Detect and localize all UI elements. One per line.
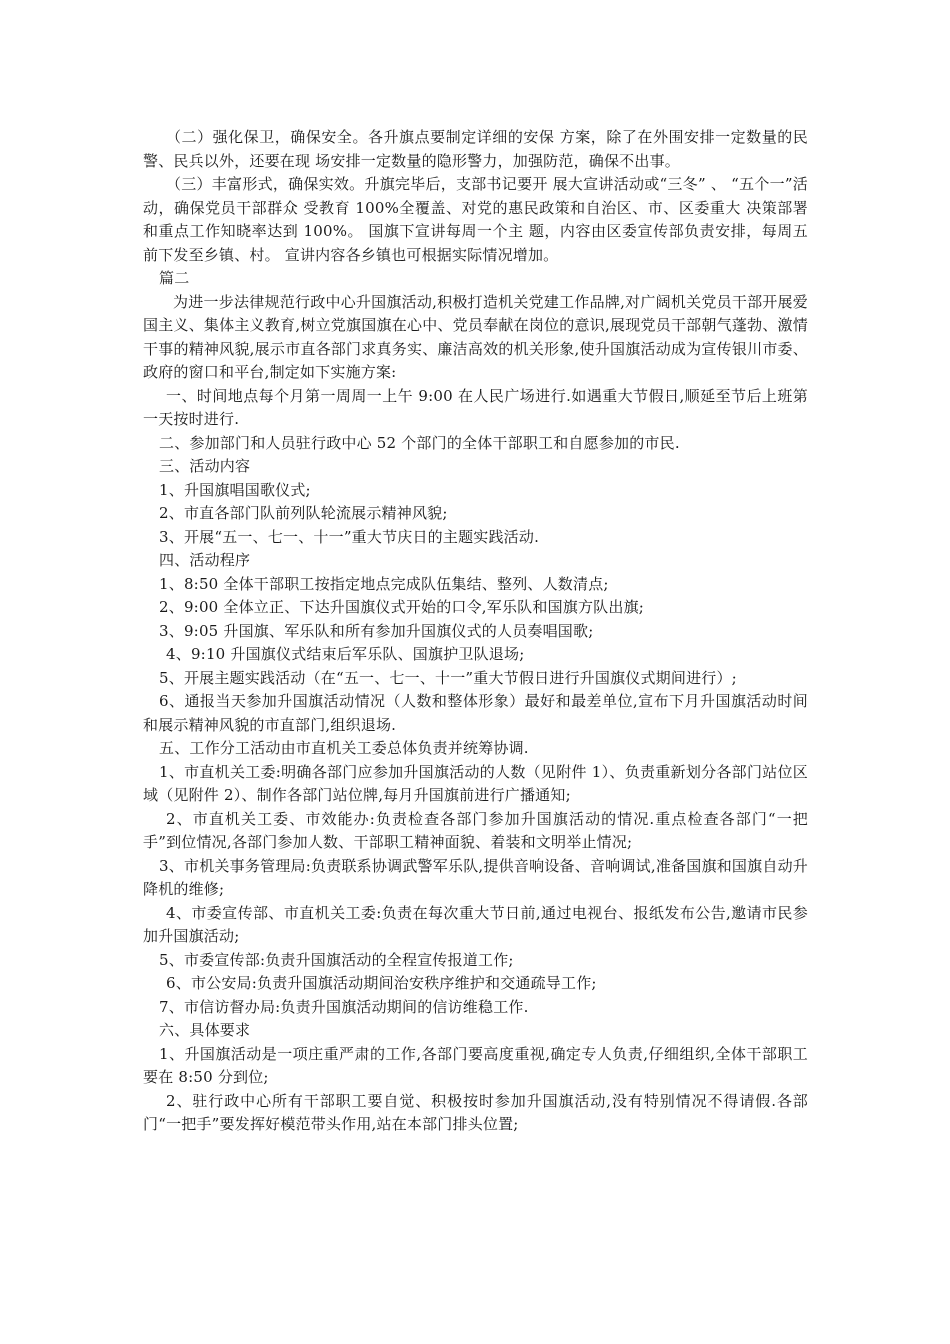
list-item: 7、市信访督办局:负责升国旗活动期间的信访维稳工作. [159,997,529,1016]
paragraph-security: （二）强化保卫，确保安全。各升旗点要制定详细的安保 方案，除了在外围安排一定数量的民警、民兵以外，还要在现 场安排一定数量的隐形警力，加强防范，确保不出事。 [143,128,808,170]
list-item: 1、市直机关工委:明确各部门应参加升国旗活动的人数（见附件 1）、负责重新划分各部门站位区域（见附件 2）、制作各部门站位牌,每月升国旗前进行广播通知; [143,762,808,804]
list-item: 1、8:50 全体干部职工按指定地点完成队伍集结、整列、人数清点; [159,574,609,593]
section-heading-division: 五、工作分工活动由市直机关工委总体负责并统筹协调. [159,739,529,757]
list-item: 2、9:00 全体立正、下达升国旗仪式开始的口令,军乐队和国旗方队出旗; [159,598,645,616]
document-body [143,126,808,1137]
list-item: 4、9:10 升国旗仪式结束后军乐队、国旗护卫队退场; [166,645,525,663]
list-item: 5、市委宣传部:负责升国旗活动的全程宣传报道工作; [159,950,514,969]
list-item: 3、9:05 升国旗、军乐队和所有参加升国旗仪式的人员奏唱国歌; [159,621,594,640]
list-item: 5、开展主题实践活动（在“五一、七一、十一”重大节假日进行升国旗仪式期间进行）; [159,668,737,687]
list-item: 6、通报当天参加升国旗活动情况（人数和整体形象）最好和最差单位,宣布下月升国旗活动时间和展示精神风貌的市直部门,组织退场. [143,692,808,734]
paragraph-forms: （三）丰富形式，确保实效。升旗完毕后，支部书记要开 展大宣讲活动或“三冬” 、 “五个一”活动，确保党员干部群众 受教育 100%全覆盖、对党的惠民政策和自治区、市、区委重大 决策部署和重点工作知晓率达到 100%。 国旗下宣讲每周一个主 题，内容由区委宣传部负责安排，每周五前下发至乡镇、村。 宣讲内容各乡镇也可根据实际情况增加。 [143,175,808,264]
paragraph-intro: 为进一步法律规范行政中心升国旗活动,积极打造机关党建工作品牌,对广阔机关党员干部开展爱国主义、集体主义教育,树立党旗国旗在心中、党员奉献在岗位的意识,展现党员干部朝气蓬勃、激情干事的精神风貌,展示市直各部门求真务实、廉洁高效的机关形象,使升国旗活动成为宣传银川市委、政府的窗口和平台,制定如下实施方案: [143,292,808,381]
list-item: 2、市直机关工委、市效能办:负责检查各部门参加升国旗活动的情况.重点检查各部门“一把手”到位情况,各部门参加人数、干部职工精神面貌、着装和文明举止情况; [143,809,808,851]
list-item: 3、开展“五一、七一、十一”重大节庆日的主题实践活动. [159,527,540,546]
list-item: 4、市委宣传部、市直机关工委:负责在每次重大节日前,通过电视台、报纸发布公告,邀请市民参加升国旗活动; [143,903,808,945]
section-heading-content: 三、活动内容 [159,457,251,475]
section-heading-requirements: 六、具体要求 [159,1021,251,1039]
paragraph-participants: 二、参加部门和人员驻行政中心 52 个部门的全体干部职工和自愿参加的市民. [159,433,680,452]
section-heading-procedure: 四、活动程序 [159,551,251,569]
section-heading-part-two: 篇二 [159,269,190,287]
list-item: 2、市直各部门队前列队轮流展示精神风貌; [159,504,448,522]
list-item: 1、升国旗活动是一项庄重严肃的工作,各部门要高度重视,确定专人负责,仔细组织,全体干部职工要在 8:50 分到位; [143,1044,808,1086]
list-item: 6、市公安局:负责升国旗活动期间治安秩序维护和交通疏导工作; [166,974,597,992]
list-item: 2、驻行政中心所有干部职工要自觉、积极按时参加升国旗活动,没有特别情况不得请假.各部门“一把手”要发挥好模范带头作用,站在本部门排头位置; [143,1091,808,1133]
list-item: 3、市机关事务管理局:负责联系协调武警军乐队,提供音响设备、音响调试,准备国旗和国旗自动升降机的维修; [143,856,808,898]
list-item: 1、升国旗唱国歌仪式; [159,480,311,499]
paragraph-time-place: 一、时间地点每个月第一周周一上午 9:00 在人民广场进行.如遇重大节假日,顺延至节后上班第一天按时进行. [143,386,808,428]
